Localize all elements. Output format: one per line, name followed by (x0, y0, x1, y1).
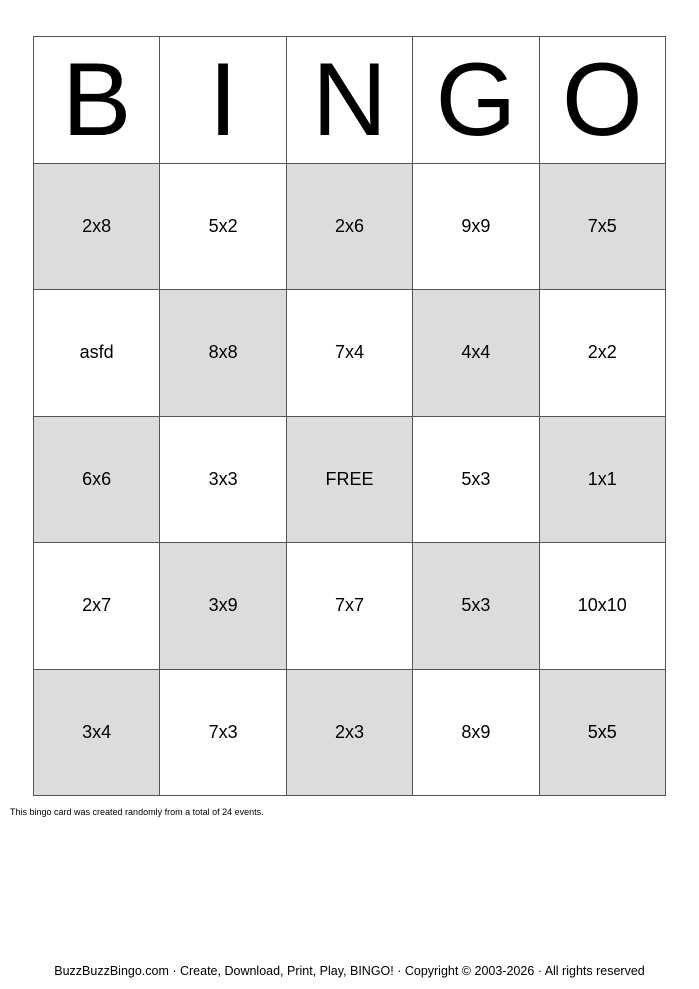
bingo-cell: 9x9 (413, 164, 539, 291)
bingo-cell: 2x7 (34, 543, 160, 670)
bingo-cell: 8x9 (413, 670, 539, 797)
bingo-cell: 8x8 (160, 290, 286, 417)
bingo-cell: 3x4 (34, 670, 160, 797)
bingo-cell: 4x4 (413, 290, 539, 417)
footer: BuzzBuzzBingo.com · Create, Download, Print, Play, BINGO! · Copyright © 2003-2026 · All rights reserved (54, 964, 645, 978)
bingo-cell: 7x7 (287, 543, 413, 670)
bingo-cell: 3x3 (160, 417, 286, 544)
header-g: G (413, 37, 539, 164)
bingo-cell: 10x10 (540, 543, 666, 670)
bingo-cell: 5x3 (413, 417, 539, 544)
bingo-cell: 5x5 (540, 670, 666, 797)
bingo-cell: asfd (34, 290, 160, 417)
bingo-cell: 3x9 (160, 543, 286, 670)
bingo-cell: 5x2 (160, 164, 286, 291)
card-note: This bingo card was created randomly from a total of 24 events. (10, 807, 264, 817)
bingo-cell: 5x3 (413, 543, 539, 670)
header-o: O (540, 37, 666, 164)
header-b: B (34, 37, 160, 164)
bingo-cell: 6x6 (34, 417, 160, 544)
bingo-cell: 2x6 (287, 164, 413, 291)
header-n: N (287, 37, 413, 164)
free-space-cell: FREE (287, 417, 413, 544)
bingo-cell: 7x3 (160, 670, 286, 797)
bingo-cell: 2x3 (287, 670, 413, 797)
header-i: I (160, 37, 286, 164)
bingo-cell: 2x8 (34, 164, 160, 291)
bingo-cell: 2x2 (540, 290, 666, 417)
bingo-cell: 7x4 (287, 290, 413, 417)
bingo-card (33, 36, 666, 796)
bingo-cell: 1x1 (540, 417, 666, 544)
bingo-cell: 7x5 (540, 164, 666, 291)
